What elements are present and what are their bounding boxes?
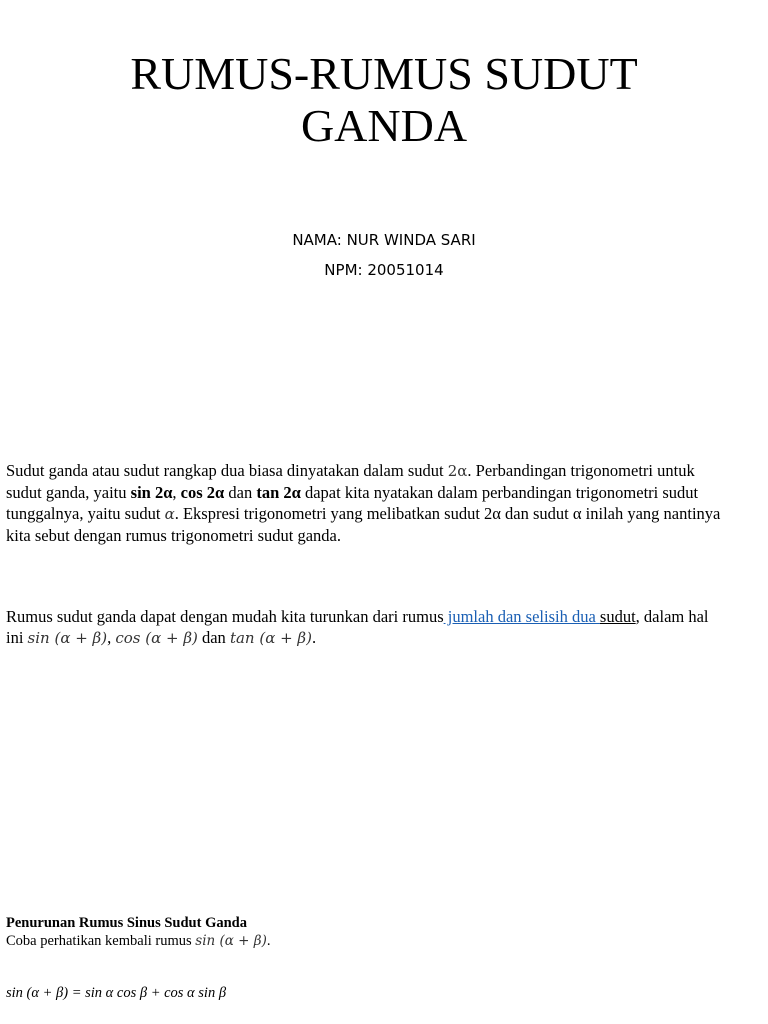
section-line-text: Coba perhatikan kembali rumus: [6, 933, 196, 949]
page-title-line-1: RUMUS-RUMUS SUDUT: [130, 48, 638, 99]
second-underlined-sudut: sudut: [599, 607, 636, 626]
intro-math-2alpha: 2α: [447, 462, 468, 480]
intro-paragraph: [6, 460, 726, 546]
page-title-line-2: GANDA: [300, 100, 468, 151]
second-text-4: dan: [197, 628, 230, 647]
section-line-math: sin (α + β): [195, 933, 267, 949]
intro-text-6: . Ekspresi trigonometri yang melibatkan sudut 2α dan sudut α inilah yang nantinya kita sebut dengan rumus trigonometri sudut ganda.: [6, 504, 721, 545]
intro-bold-cos2a: cos 2α: [180, 483, 225, 502]
intro-text-4: dan: [224, 483, 257, 502]
intro-text-2: . Perbandingan trigonometri untuk sudut ganda, yaitu: [6, 461, 695, 502]
second-text-1: Rumus sudut ganda dapat dengan mudah kita turunkan dari rumus: [6, 607, 444, 626]
second-paragraph: [6, 606, 726, 649]
second-text-2: , dalam hal ini: [6, 607, 709, 647]
section-intro-line: [6, 932, 270, 950]
intro-bold-sin2a: sin 2α: [130, 483, 173, 502]
second-math-sin: sin (α + β): [27, 629, 108, 647]
author-name: NAMA: NUR WINDA SARI: [292, 231, 476, 249]
author-npm: NPM: 20051014: [324, 261, 444, 279]
section-heading: Penurunan Rumus Sinus Sudut Ganda: [6, 915, 247, 931]
section-line-end: .: [266, 933, 271, 949]
sine-sum-formula: sin (α + β) = sin α cos β + cos α sin β: [6, 985, 227, 1001]
intro-math-alpha: α: [164, 505, 175, 523]
intro-text-1: Sudut ganda atau sudut rangkap dua biasa dinyatakan dalam sudut: [6, 461, 448, 480]
second-math-tan: tan (α + β): [229, 629, 312, 647]
jumlah-selisih-link[interactable]: jumlah dan selisih dua: [443, 607, 600, 626]
second-math-cos: cos (α + β): [115, 629, 198, 647]
intro-bold-tan2a: tan 2α: [256, 483, 301, 502]
second-text-3: ,: [107, 628, 116, 647]
intro-text-5: dapat kita nyatakan dalam perbandingan trigonometri sudut tunggalnya, yaitu sudut: [6, 483, 699, 523]
second-text-5: .: [311, 628, 317, 647]
intro-text-3: ,: [172, 483, 181, 502]
page-title: [0, 48, 768, 152]
